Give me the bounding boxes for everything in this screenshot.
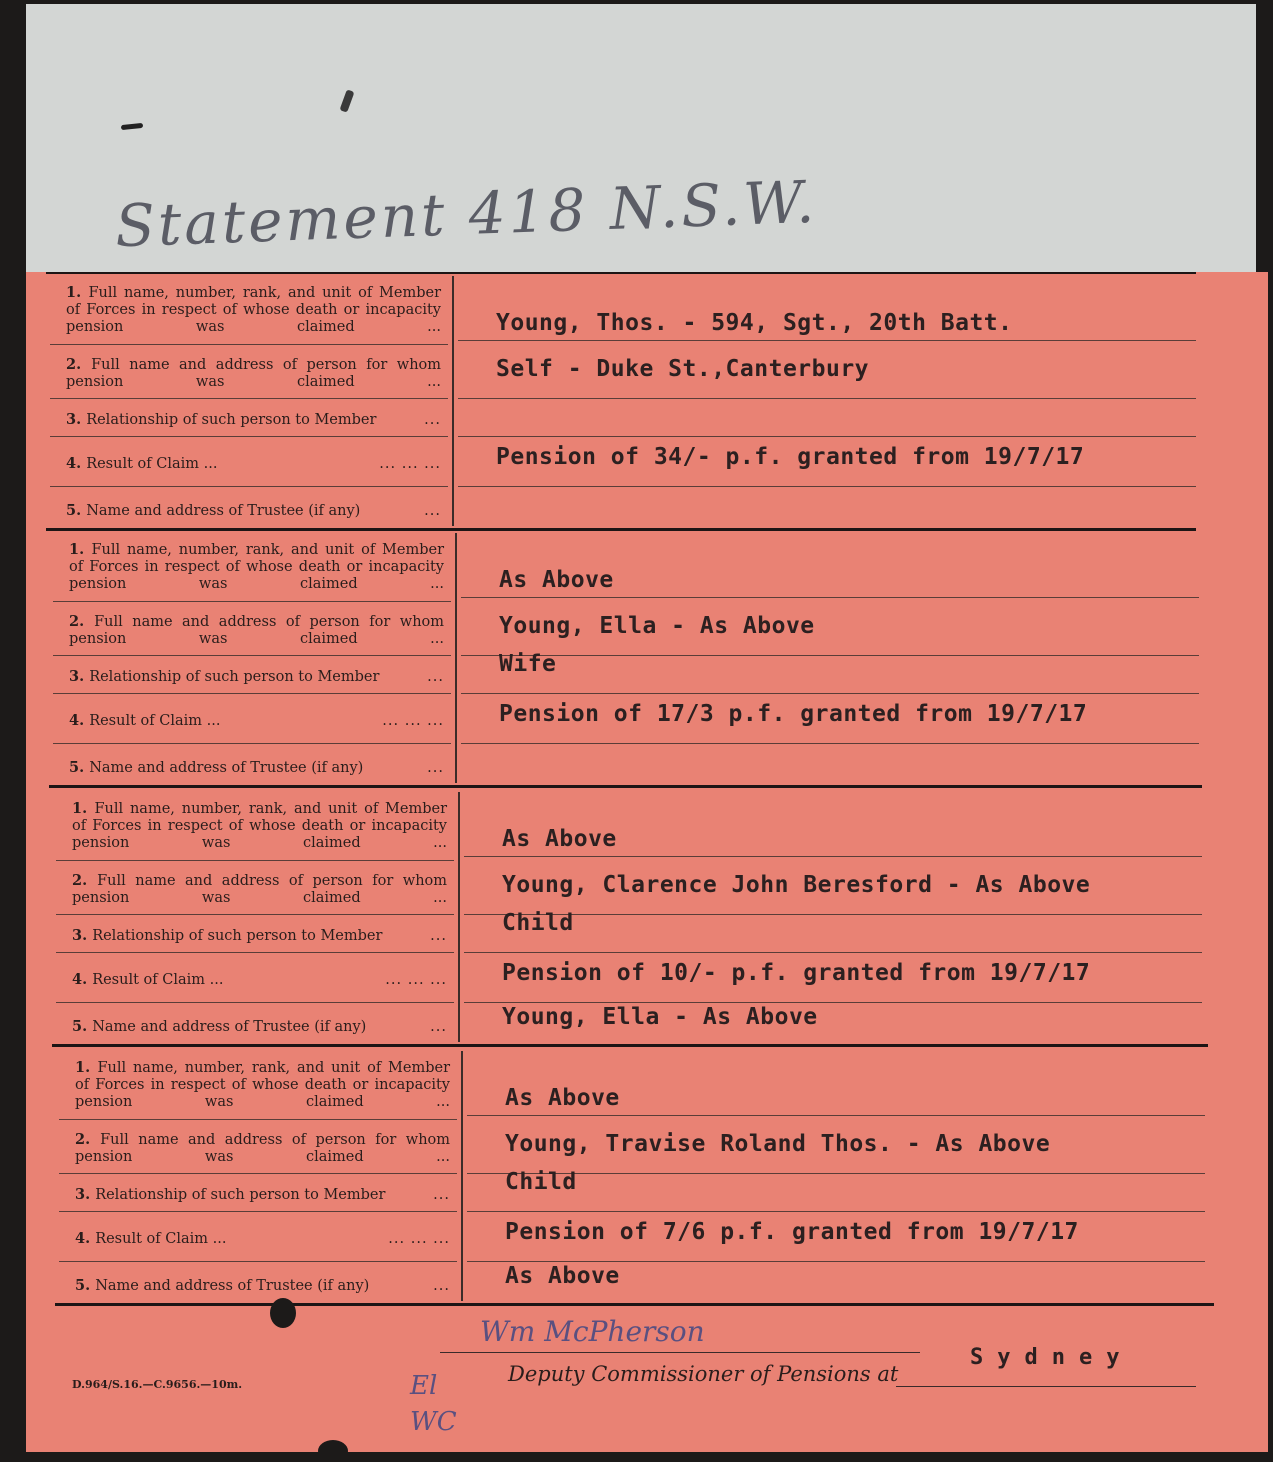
initials-line-1: El <box>410 1371 438 1401</box>
punch-hole <box>318 1440 348 1462</box>
field-value-5: Young, Ella - As Above <box>502 1004 818 1030</box>
field-value-1: Young, Thos. - 594, Sgt., 20th Batt. <box>496 310 1013 336</box>
claim-section-1 <box>26 272 1268 530</box>
field-value-4: Pension of 10/- p.f. granted from 19/7/17 <box>502 960 1091 986</box>
field-value-2: Young, Ella - As Above <box>499 613 815 639</box>
field-label-5: 5. Name and address of Trustee (if any) ... <box>69 758 444 776</box>
claim-section-4 <box>26 1047 1268 1305</box>
field-label-1: 1. Full name, number, rank, and unit of Member of Forces in respect of whose death or incapacity pension was claimed ... <box>75 1059 451 1110</box>
label-row-line <box>56 914 454 915</box>
field-value-3: Child <box>505 1169 577 1195</box>
column-divider <box>461 1051 463 1301</box>
label-row-line <box>59 1173 457 1174</box>
value-row-line <box>467 1211 1205 1212</box>
label-row-line <box>53 601 451 602</box>
field-label-1: 1. Full name, number, rank, and unit of Member of Forces in respect of whose death or incapacity pension was claimed ... <box>72 800 448 851</box>
value-row-line <box>464 856 1202 857</box>
value-row-line <box>461 693 1199 694</box>
field-label-4: 4. Result of Claim ... ... ... ... <box>69 711 444 729</box>
label-row-line <box>56 952 454 953</box>
field-value-2: Self - Duke St.,Canterbury <box>496 356 870 382</box>
handwritten-initials <box>410 1368 457 1440</box>
label-row-line <box>53 655 451 656</box>
signature: Wm McPherson <box>480 1315 705 1348</box>
value-row-line <box>458 398 1196 399</box>
value-row-line <box>464 952 1202 953</box>
value-row-line <box>464 914 1202 915</box>
field-value-4: Pension of 34/- p.f. granted from 19/7/17 <box>496 444 1085 470</box>
form-top-border <box>46 272 1196 274</box>
field-label-2: 2. Full name and address of person for whom pension was claimed ... <box>72 872 448 906</box>
handwritten-heading: Statement 418 N.S.W. <box>114 167 819 261</box>
field-label-2: 2. Full name and address of person for whom pension was claimed ... <box>66 356 442 390</box>
column-divider <box>452 276 454 526</box>
value-row-line <box>461 597 1199 598</box>
field-label-5: 5. Name and address of Trustee (if any) ... <box>66 501 441 519</box>
claim-section-2 <box>26 529 1268 787</box>
field-value-2: Young, Clarence John Beresford - As Above <box>502 872 1091 898</box>
field-value-4: Pension of 7/6 p.f. granted from 19/7/17 <box>505 1219 1079 1245</box>
punch-hole <box>270 1298 296 1328</box>
value-row-line <box>467 1173 1205 1174</box>
field-label-3: 3. Relationship of such person to Member ... <box>72 926 447 944</box>
value-row-line <box>461 655 1199 656</box>
field-label-1: 1. Full name, number, rank, and unit of Member of Forces in respect of whose death or incapacity pension was claimed ... <box>66 284 442 335</box>
column-divider <box>455 533 457 783</box>
field-value-1: As Above <box>502 826 617 852</box>
ink-mark <box>339 89 354 112</box>
value-row-line <box>458 486 1196 487</box>
value-row-line <box>467 1115 1205 1116</box>
field-label-3: 3. Relationship of such person to Member ... <box>69 667 444 685</box>
label-row-line <box>50 436 448 437</box>
pension-form-sheet <box>26 272 1268 1452</box>
value-row-line <box>461 743 1199 744</box>
location-line <box>896 1386 1196 1387</box>
field-label-3: 3. Relationship of such person to Member ... <box>75 1185 450 1203</box>
label-row-line <box>59 1211 457 1212</box>
label-row-line <box>53 743 451 744</box>
field-value-5: As Above <box>505 1263 620 1289</box>
field-value-3: Child <box>502 910 574 936</box>
label-row-line <box>56 1002 454 1003</box>
section-separator <box>55 1303 1214 1306</box>
label-row-line <box>59 1261 457 1262</box>
value-row-line <box>467 1261 1205 1262</box>
field-value-4: Pension of 17/3 p.f. granted from 19/7/17 <box>499 701 1088 727</box>
label-row-line <box>56 860 454 861</box>
field-value-1: As Above <box>505 1085 620 1111</box>
value-row-line <box>458 340 1196 341</box>
field-value-3: Wife <box>499 651 557 677</box>
deputy-commissioner-label: Deputy Commissioner of Pensions at <box>508 1362 899 1386</box>
value-row-line <box>458 436 1196 437</box>
signature-line <box>440 1352 920 1353</box>
label-row-line <box>50 486 448 487</box>
field-label-4: 4. Result of Claim ... ... ... ... <box>72 970 447 988</box>
label-row-line <box>50 398 448 399</box>
label-row-line <box>53 693 451 694</box>
label-row-line <box>50 344 448 345</box>
field-value-2: Young, Travise Roland Thos. - As Above <box>505 1131 1051 1157</box>
field-label-2: 2. Full name and address of person for whom pension was claimed ... <box>69 613 445 647</box>
initials-line-2: WC <box>410 1407 457 1437</box>
field-label-4: 4. Result of Claim ... ... ... ... <box>66 454 441 472</box>
ink-mark <box>121 123 143 130</box>
field-label-5: 5. Name and address of Trustee (if any) ... <box>75 1276 450 1294</box>
location-value: Sydney <box>970 1345 1134 1370</box>
field-label-1: 1. Full name, number, rank, and unit of Member of Forces in respect of whose death or incapacity pension was claimed ... <box>69 541 445 592</box>
column-divider <box>458 792 460 1042</box>
field-label-2: 2. Full name and address of person for whom pension was claimed ... <box>75 1131 451 1165</box>
label-row-line <box>59 1119 457 1120</box>
field-label-3: 3. Relationship of such person to Member ... <box>66 410 441 428</box>
field-label-5: 5. Name and address of Trustee (if any) ... <box>72 1017 447 1035</box>
field-value-1: As Above <box>499 567 614 593</box>
value-row-line <box>464 1002 1202 1003</box>
form-code: D.964/S.16.—C.9656.—10m. <box>72 1378 243 1391</box>
field-label-4: 4. Result of Claim ... ... ... ... <box>75 1229 450 1247</box>
claim-section-3 <box>26 788 1268 1046</box>
